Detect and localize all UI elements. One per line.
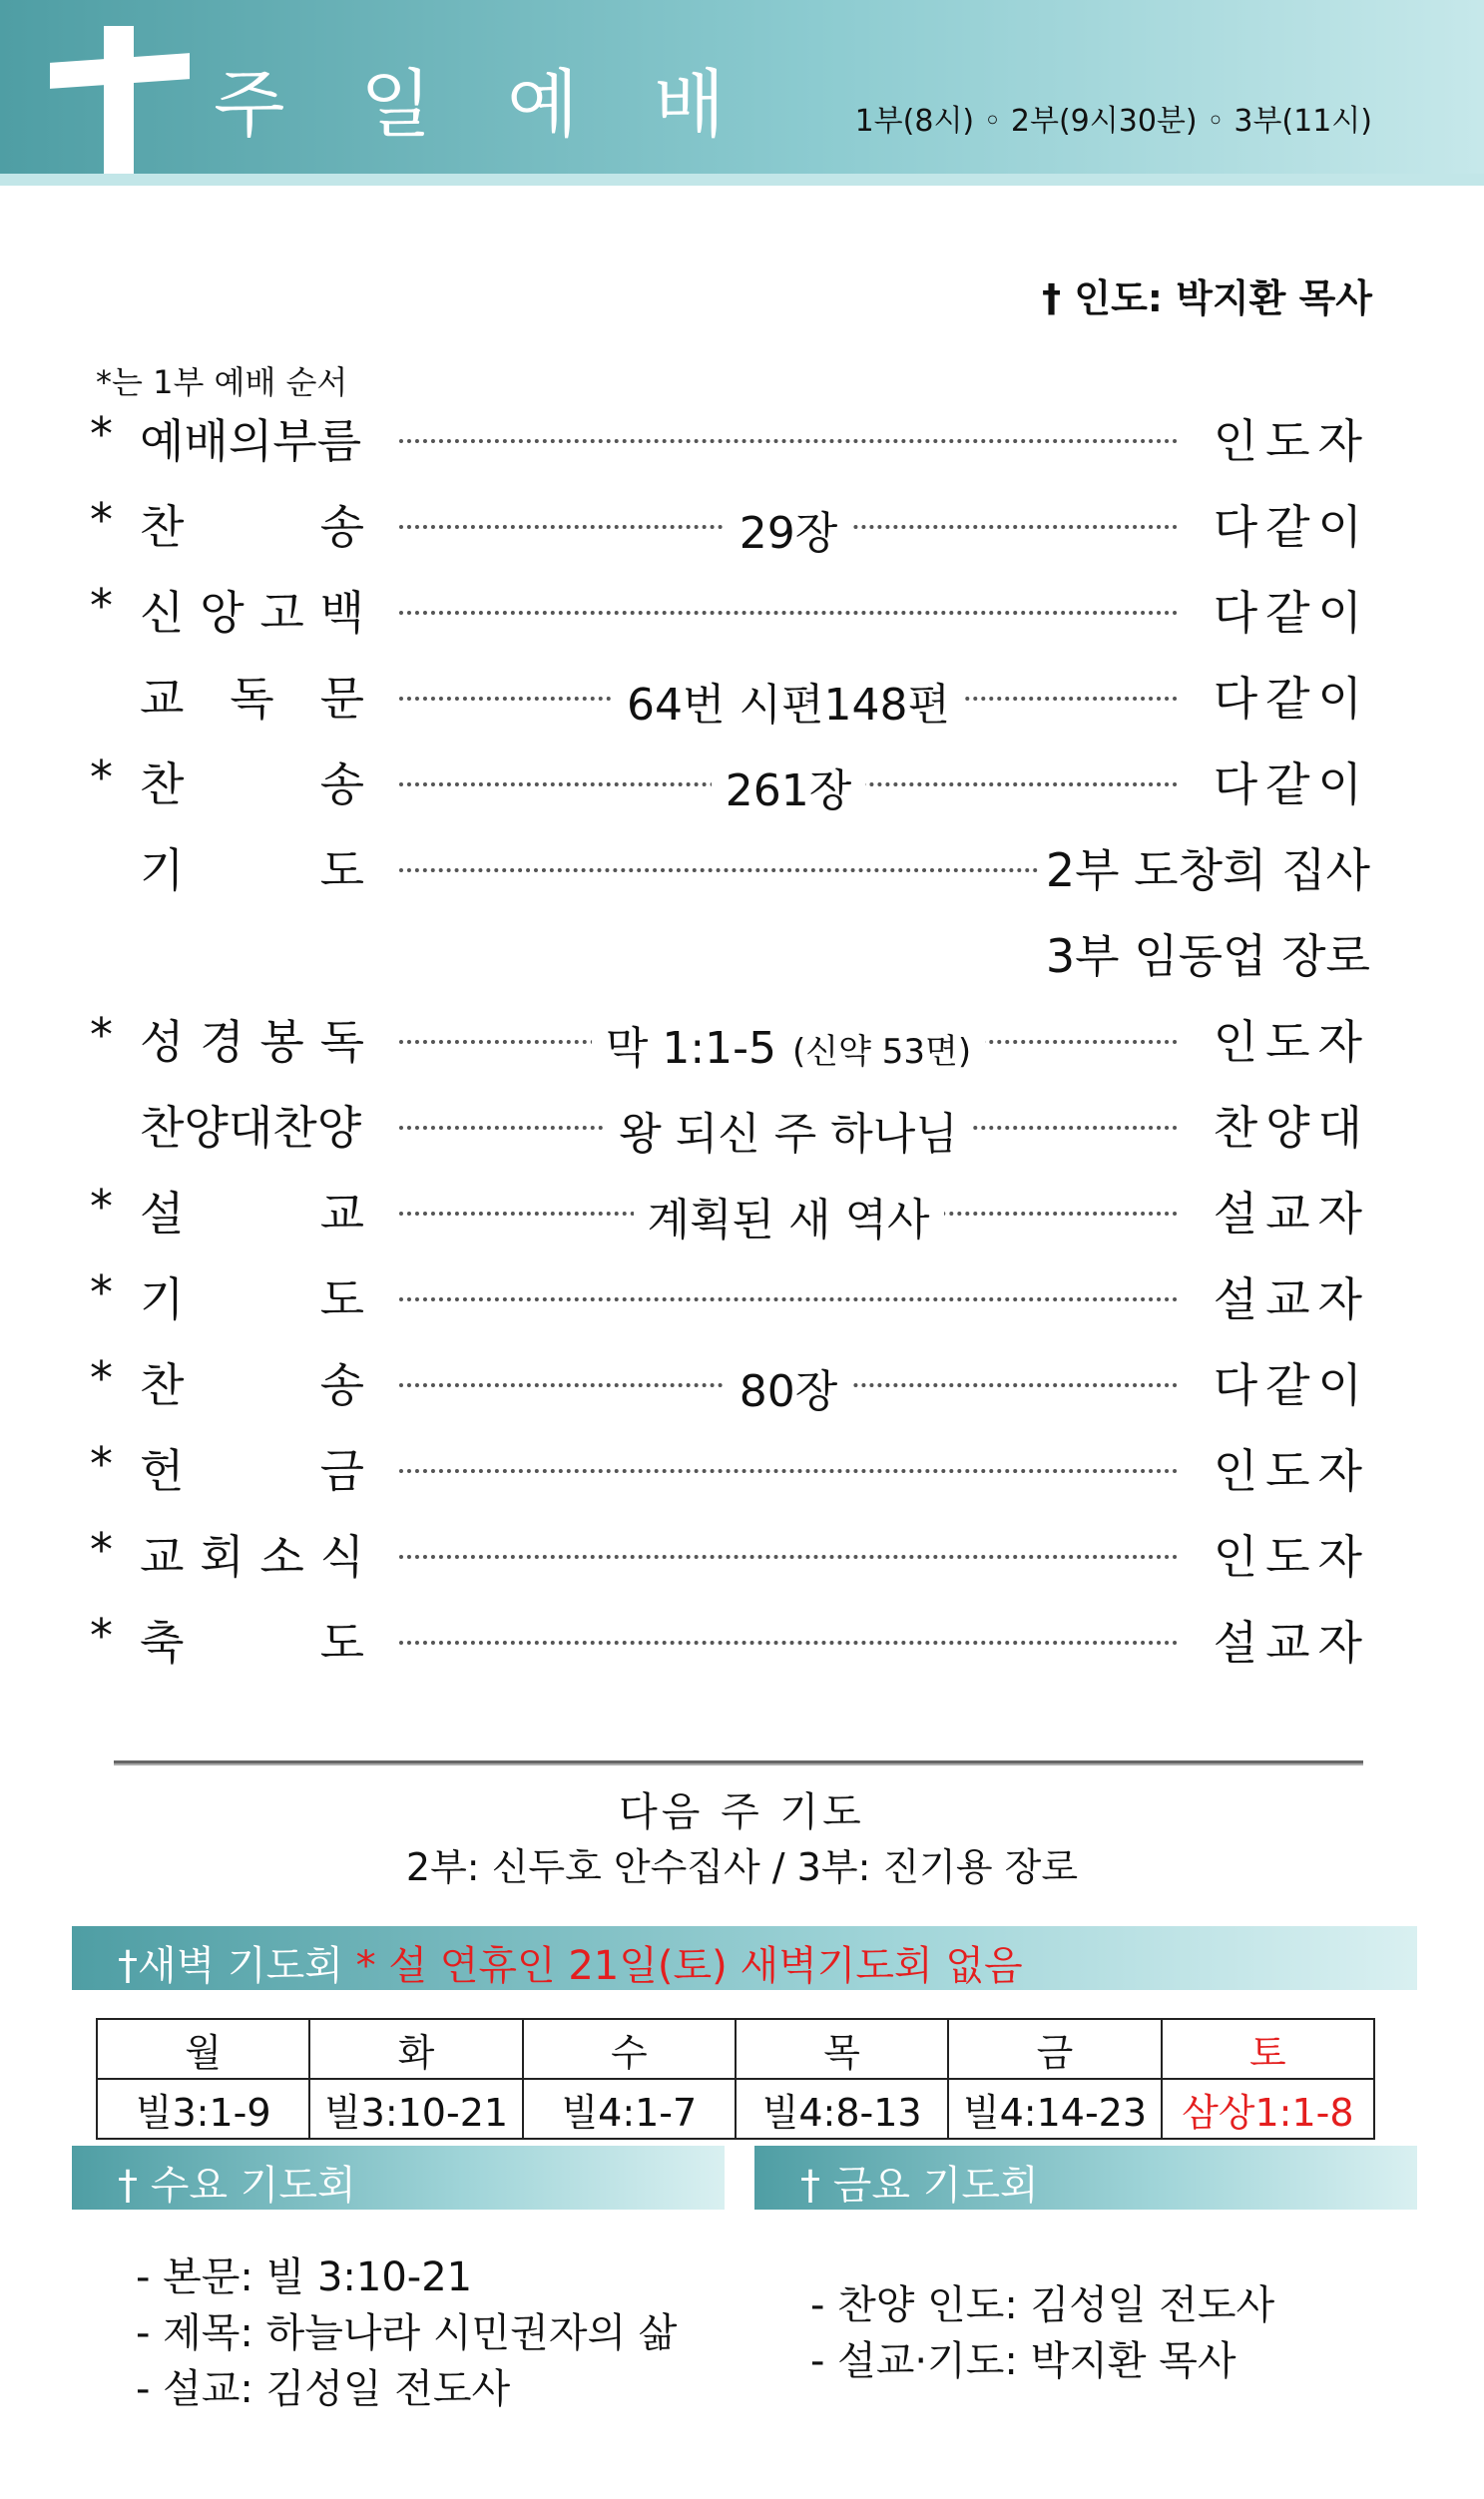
order-item-name-part: 독: [230, 672, 274, 726]
first-service-marker: *: [90, 1008, 113, 1062]
order-item-name-part: 금: [319, 1444, 364, 1498]
day-cell: 수: [523, 2019, 736, 2079]
order-item-name-part: 찬: [140, 757, 185, 811]
detail-small: (신약 53면): [792, 1032, 972, 1072]
order-item-person: 인도자: [1213, 1530, 1370, 1584]
order-item-person: 찬양대: [1213, 1101, 1370, 1155]
order-item-detail-text: [592, 1023, 985, 1074]
detail-main: 왕 되신 주 하나님: [619, 1109, 958, 1160]
passage-cell: 삼상1:1-8: [1162, 2079, 1374, 2139]
order-item-name-part: 봉: [259, 1015, 304, 1069]
order-item-name: [140, 663, 364, 729]
order-row: [0, 1002, 1484, 1082]
friday-prayer-label: † 금요 기도회: [800, 2163, 1039, 2209]
order-item-detail-text: [634, 1195, 944, 1246]
order-item-name-part: 찬양대찬양: [140, 1101, 362, 1155]
table-row: [97, 2079, 1374, 2139]
order-item-person: 인도자: [1213, 1444, 1370, 1498]
order-item-detail: [399, 669, 1178, 733]
order-item-detail: [399, 1184, 1178, 1248]
order-item-name: [140, 1263, 364, 1329]
table-row: [97, 2019, 1374, 2079]
detail-main: 계획된 새 역사: [647, 1195, 930, 1246]
day-cell: 토: [1162, 2019, 1374, 2079]
order-item-name: [140, 577, 364, 643]
order-item-person: 다같이: [1213, 1358, 1370, 1412]
dawn-prayer-bar: [72, 1926, 1417, 1990]
day-cell: 목: [736, 2019, 948, 2079]
detail-main: 막 1:1-5: [605, 1023, 777, 1074]
first-service-marker: *: [90, 1180, 113, 1234]
dawn-prayer-notice: * 설 연휴인 21일(토) 새벽기도회 없음: [342, 1943, 1023, 1989]
order-row: [0, 1517, 1484, 1597]
order-item-name-part: 송: [319, 500, 364, 554]
detail-main: 64번 시편148편: [627, 680, 950, 731]
wednesday-prayer-bar: [72, 2146, 725, 2210]
dotted-leader: [399, 868, 1038, 872]
dotted-leader: [399, 611, 1178, 615]
day-cell: 화: [309, 2019, 522, 2079]
dawn-prayer-label: †새벽 기도회: [118, 1943, 343, 1989]
order-item-person: 설교자: [1213, 1187, 1370, 1241]
order-item-detail-text: [712, 765, 866, 816]
order-item-name: [140, 1006, 364, 1072]
order-row: [0, 1345, 1484, 1425]
order-item-name: [140, 1607, 364, 1673]
order-item-name-part: 도: [319, 1616, 364, 1670]
order-item-detail: [399, 497, 1178, 561]
worship-leader: † 인도: 박지환 목사: [1042, 276, 1372, 320]
first-service-marker: *: [90, 1437, 113, 1491]
detail-main: 29장: [739, 508, 838, 559]
order-item-person: 2부 도창희 집사: [1045, 843, 1370, 897]
order-item-name-part: 앙: [200, 586, 245, 640]
order-item-detail: [399, 754, 1178, 818]
order-item-person: 다같이: [1213, 500, 1370, 554]
order-item-name: [140, 749, 364, 814]
detail-main: 261장: [725, 765, 852, 816]
order-item-name-part: 교: [140, 672, 185, 726]
first-service-marker: *: [90, 750, 113, 804]
passage-cell: 빌4:8-13: [736, 2079, 948, 2139]
order-item-detail-text: [613, 680, 964, 731]
list-item: - 본문: 빌 3:10-21: [136, 2254, 473, 2300]
order-row: [0, 573, 1484, 653]
first-service-marker: *: [90, 493, 113, 547]
order-item-name: [140, 1349, 364, 1415]
order-row: [0, 1174, 1484, 1253]
order-item-name-part: 식: [319, 1530, 364, 1584]
dotted-leader: [399, 439, 1178, 443]
order-row: [0, 1259, 1484, 1339]
passage-cell: 빌4:1-7: [523, 2079, 736, 2139]
order-row: [0, 916, 1484, 996]
order-row: [0, 1603, 1484, 1683]
list-item: - 설교·기도: 박지환 목사: [810, 2338, 1237, 2384]
order-item-detail-text: [726, 508, 852, 559]
order-item-name-part: 송: [319, 1358, 364, 1412]
order-item-name-part: 도: [319, 843, 364, 897]
order-row: [0, 1431, 1484, 1511]
detail-main: 80장: [739, 1366, 838, 1417]
next-prayer-body: 2부: 신두호 안수집사 / 3부: 진기용 장로: [405, 1845, 1079, 1889]
wednesday-prayer-list: [136, 2249, 677, 2417]
page-title: 주 일 예 배: [214, 62, 751, 148]
order-note: *는 1부 예배 순서: [96, 363, 348, 401]
header-banner: [0, 0, 1484, 174]
order-item-name: [140, 1092, 364, 1158]
cross-icon-bar: [50, 53, 190, 89]
order-item-name-part: 독: [319, 1015, 364, 1069]
order-item-detail-text: [605, 1109, 972, 1160]
order-item-name-part: 기: [140, 843, 185, 897]
order-item-name-part: 교: [140, 1530, 185, 1584]
wednesday-prayer-label: † 수요 기도회: [118, 2163, 356, 2209]
order-item-name-part: 문: [319, 672, 364, 726]
dotted-leader: [399, 1641, 1178, 1645]
order-item-name: [140, 405, 364, 471]
divider: [114, 1760, 1363, 1765]
day-cell: 금: [948, 2019, 1161, 2079]
passage-cell: 빌3:10-21: [309, 2079, 522, 2139]
order-item-name-part: 고: [259, 586, 304, 640]
order-row: [0, 830, 1484, 910]
dawn-schedule-table: [96, 2018, 1375, 2140]
order-row: [0, 1088, 1484, 1168]
first-service-marker: *: [90, 1351, 113, 1405]
first-service-marker: *: [90, 407, 113, 461]
order-item-name-part: 경: [200, 1015, 245, 1069]
passage-cell: 빌3:1-9: [97, 2079, 309, 2139]
first-service-marker: *: [90, 1609, 113, 1663]
order-item-name-part: 찬: [140, 1358, 185, 1412]
list-item: - 설교: 김성일 전도사: [136, 2366, 511, 2412]
cross-icon: [104, 26, 134, 191]
dotted-leader: [399, 1469, 1178, 1473]
order-item-person: 3부 임동업 장로: [1045, 929, 1370, 983]
order-item-name-part: 예배의부름: [140, 414, 362, 468]
list-item: - 찬양 인도: 김성일 전도사: [810, 2282, 1275, 2328]
order-item-name-part: 회: [200, 1530, 245, 1584]
order-item-name-part: 찬: [140, 500, 185, 554]
friday-prayer-bar: [754, 2146, 1417, 2210]
order-row: [0, 659, 1484, 739]
order-item-person: 설교자: [1213, 1272, 1370, 1326]
order-item-name-part: 성: [140, 1015, 185, 1069]
order-item-name: [140, 834, 364, 900]
order-item-name: [140, 1435, 364, 1501]
order-row: [0, 745, 1484, 824]
first-service-marker: *: [90, 1265, 113, 1319]
dotted-leader: [399, 1297, 1178, 1301]
order-item-detail: [399, 1098, 1178, 1162]
order-item-name-part: 헌: [140, 1444, 185, 1498]
order-item-person: 설교자: [1213, 1616, 1370, 1670]
order-item-name-part: 신: [140, 586, 185, 640]
order-item-name-part: 소: [259, 1530, 304, 1584]
day-cell: 월: [97, 2019, 309, 2079]
first-service-marker: *: [90, 1523, 113, 1577]
order-item-name: [140, 1521, 364, 1587]
order-row: [0, 401, 1484, 481]
order-item-person: 인도자: [1213, 414, 1370, 468]
order-item-detail-text: [726, 1366, 852, 1417]
order-item-detail: [399, 1012, 1178, 1076]
order-item-name-part: 설: [140, 1187, 185, 1241]
order-item-person: 다같이: [1213, 586, 1370, 640]
friday-prayer-list: [810, 2277, 1274, 2389]
order-row: [0, 487, 1484, 567]
order-item-name-part: 백: [319, 586, 364, 640]
order-item-person: 인도자: [1213, 1015, 1370, 1069]
order-item-name-part: 송: [319, 757, 364, 811]
dotted-leader: [399, 1555, 1178, 1559]
order-item-name: [140, 1178, 364, 1244]
passage-cell: 빌4:14-23: [948, 2079, 1161, 2139]
order-item-name-part: 기: [140, 1272, 185, 1326]
order-item-name: [140, 491, 364, 557]
list-item: - 제목: 하늘나라 시민권자의 삶: [136, 2310, 678, 2356]
order-item-name-part: 도: [319, 1272, 364, 1326]
service-times: 1부(8시) ◦ 2부(9시30분) ◦ 3부(11시): [854, 104, 1372, 139]
header-strip: [0, 174, 1484, 186]
order-item-person: 다같이: [1213, 672, 1370, 726]
order-item-name-part: 축: [140, 1616, 185, 1670]
order-item-name-part: 교: [319, 1187, 364, 1241]
order-item-person: 다같이: [1213, 757, 1370, 811]
first-service-marker: *: [90, 579, 113, 633]
order-item-detail: [399, 1355, 1178, 1419]
dawn-prayer-heading: [118, 1934, 1023, 1991]
next-prayer-title: 다음 주 기도: [619, 1789, 865, 1835]
